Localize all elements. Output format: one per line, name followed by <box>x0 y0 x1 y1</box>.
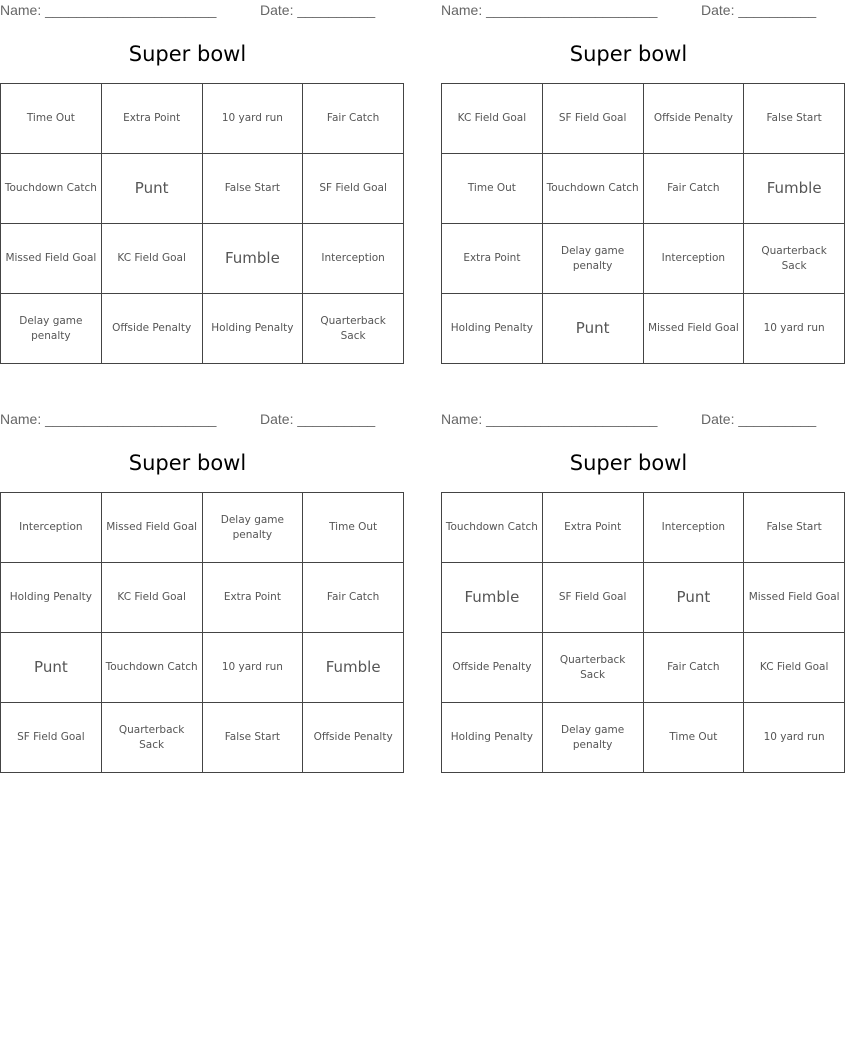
date-field-label: Date: __________ <box>701 2 817 18</box>
bingo-row <box>1 493 404 563</box>
bingo-cell: Time Out <box>303 493 404 563</box>
bingo-row <box>1 633 404 703</box>
bingo-card <box>441 409 840 751</box>
bingo-cell: Delay game penalty <box>1 294 102 364</box>
bingo-cell: Time Out <box>643 703 744 773</box>
name-field-label: Name: ______________________ <box>0 2 217 18</box>
bingo-row <box>442 703 845 773</box>
card-title: Super bowl <box>569 451 688 475</box>
bingo-cell: Interception <box>303 224 404 294</box>
bingo-cell: Fair Catch <box>643 633 744 703</box>
bingo-cell: SF Field Goal <box>303 154 404 224</box>
card-title: Super bowl <box>128 42 247 66</box>
bingo-row <box>442 493 845 563</box>
bingo-row <box>442 154 845 224</box>
bingo-cell: Extra Point <box>101 84 202 154</box>
bingo-cell: Quarterback Sack <box>303 294 404 364</box>
bingo-cell: KC Field Goal <box>442 84 543 154</box>
bingo-cell: Missed Field Goal <box>101 493 202 563</box>
bingo-cell: SF Field Goal <box>542 84 643 154</box>
bingo-cell: Time Out <box>1 84 102 154</box>
bingo-cell: Fumble <box>744 154 845 224</box>
bingo-cell: 10 yard run <box>744 294 845 364</box>
bingo-row <box>1 224 404 294</box>
bingo-cell: KC Field Goal <box>101 563 202 633</box>
date-field-label: Date: __________ <box>260 2 376 18</box>
bingo-cell: False Start <box>744 84 845 154</box>
bingo-cell: Fumble <box>202 224 303 294</box>
bingo-cell: Touchdown Catch <box>542 154 643 224</box>
bingo-cell: Holding Penalty <box>202 294 303 364</box>
bingo-cell: Fumble <box>442 563 543 633</box>
bingo-card <box>0 409 393 751</box>
bingo-cell: Offside Penalty <box>442 633 543 703</box>
bingo-cell: False Start <box>202 154 303 224</box>
bingo-cell: Holding Penalty <box>1 563 102 633</box>
bingo-cell: Punt <box>643 563 744 633</box>
bingo-cell: Fair Catch <box>303 563 404 633</box>
bingo-cell: KC Field Goal <box>744 633 845 703</box>
card-title: Super bowl <box>128 451 247 475</box>
bingo-grid <box>441 83 845 364</box>
bingo-cell: Interception <box>643 493 744 563</box>
bingo-cell: KC Field Goal <box>101 224 202 294</box>
bingo-row <box>1 703 404 773</box>
bingo-cell: Touchdown Catch <box>1 154 102 224</box>
bingo-cell: Punt <box>101 154 202 224</box>
bingo-cell: Extra Point <box>202 563 303 633</box>
card-header <box>0 2 375 20</box>
card-header <box>441 2 816 20</box>
name-field-label: Name: ______________________ <box>441 411 658 427</box>
bingo-cell: Fair Catch <box>643 154 744 224</box>
bingo-cell: Holding Penalty <box>442 294 543 364</box>
date-field-label: Date: __________ <box>260 411 376 427</box>
bingo-row <box>1 154 404 224</box>
bingo-row <box>1 294 404 364</box>
bingo-cell: Quarterback Sack <box>101 703 202 773</box>
bingo-cell: Quarterback Sack <box>744 224 845 294</box>
bingo-cell: Offside Penalty <box>101 294 202 364</box>
bingo-cell: Delay game penalty <box>542 224 643 294</box>
bingo-cell: Delay game penalty <box>542 703 643 773</box>
bingo-cell: Missed Field Goal <box>744 563 845 633</box>
bingo-cell: Fair Catch <box>303 84 404 154</box>
bingo-row <box>442 84 845 154</box>
bingo-cell: Missed Field Goal <box>643 294 744 364</box>
bingo-card <box>441 0 827 337</box>
card-header <box>441 411 816 429</box>
bingo-cell: Offside Penalty <box>643 84 744 154</box>
bingo-row <box>442 294 845 364</box>
bingo-cell: Fumble <box>303 633 404 703</box>
bingo-row <box>1 563 404 633</box>
bingo-row <box>442 633 845 703</box>
name-field-label: Name: ______________________ <box>0 411 217 427</box>
bingo-cell: Interception <box>1 493 102 563</box>
bingo-cell: Quarterback Sack <box>542 633 643 703</box>
bingo-cell: Punt <box>542 294 643 364</box>
bingo-cell: SF Field Goal <box>542 563 643 633</box>
bingo-cell: Time Out <box>442 154 543 224</box>
bingo-cell: 10 yard run <box>202 84 303 154</box>
bingo-cell: SF Field Goal <box>1 703 102 773</box>
bingo-cell: Holding Penalty <box>442 703 543 773</box>
bingo-cell: False Start <box>744 493 845 563</box>
bingo-cell: Offside Penalty <box>303 703 404 773</box>
card-title: Super bowl <box>569 42 688 66</box>
bingo-cell: Interception <box>643 224 744 294</box>
bingo-grid <box>0 492 404 773</box>
bingo-card <box>0 0 387 342</box>
bingo-cell: Touchdown Catch <box>101 633 202 703</box>
bingo-cell: Extra Point <box>442 224 543 294</box>
bingo-row <box>442 563 845 633</box>
bingo-cell: Extra Point <box>542 493 643 563</box>
bingo-cell: Missed Field Goal <box>1 224 102 294</box>
bingo-cell: Punt <box>1 633 102 703</box>
bingo-cell: Delay game penalty <box>202 493 303 563</box>
bingo-grid <box>441 492 845 773</box>
bingo-row <box>442 224 845 294</box>
card-header <box>0 411 375 429</box>
bingo-cell: 10 yard run <box>744 703 845 773</box>
bingo-cell: False Start <box>202 703 303 773</box>
bingo-cell: 10 yard run <box>202 633 303 703</box>
name-field-label: Name: ______________________ <box>441 2 658 18</box>
date-field-label: Date: __________ <box>701 411 817 427</box>
bingo-row <box>1 84 404 154</box>
bingo-grid <box>0 83 404 364</box>
bingo-cell: Touchdown Catch <box>442 493 543 563</box>
